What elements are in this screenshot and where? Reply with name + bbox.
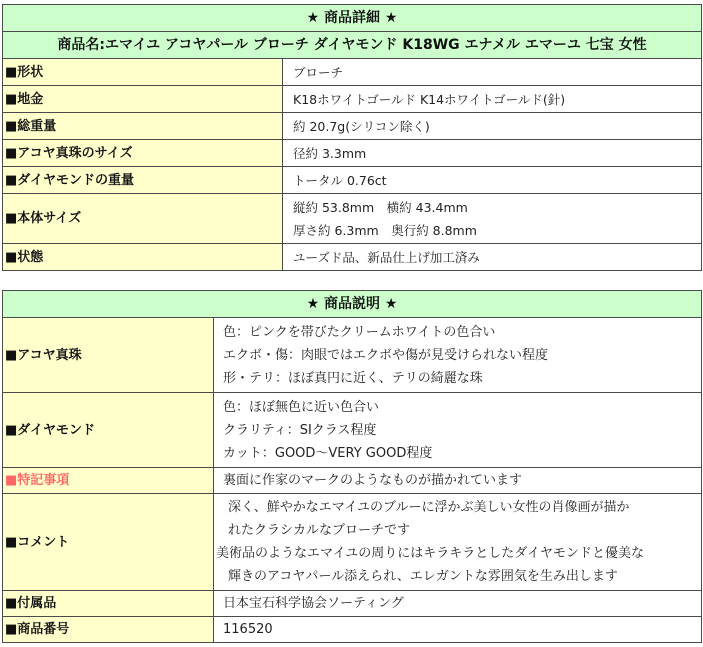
- comment-line: 輝きのアコヤパール添えられ、エレガントな雰囲気を生み出します: [228, 569, 618, 584]
- accessories-label: ■付属品: [3, 591, 214, 617]
- pearl-line: 形・テリ：ほぼ真円に近く、テリの綺麗な珠: [223, 370, 483, 386]
- total-weight-value: 約 20.7g(シリコン除く): [283, 113, 702, 140]
- table-row: [3, 468, 702, 494]
- item-number-label: ■商品番号: [3, 617, 214, 643]
- diamond-label: ■ダイヤモンド: [3, 393, 214, 468]
- diamond-line: クラリティ：SIクラス程度: [223, 422, 377, 438]
- metal-label: ■地金: [3, 86, 283, 113]
- diamond-line: カット：GOOD〜VERY GOOD程度: [223, 445, 433, 461]
- table-row: [3, 318, 702, 393]
- condition-value: ユーズド品、新品仕上げ加工済み: [283, 244, 702, 271]
- item-number-value: 116520: [214, 617, 702, 643]
- accessories-value: 日本宝石科学協会ソーティング: [214, 591, 702, 617]
- description-header: ★ 商品説明 ★: [3, 291, 702, 318]
- condition-label: ■状態: [3, 244, 283, 271]
- special-notes-value: 裏面に作家のマークのようなものが描かれています: [214, 468, 702, 494]
- diamond-value: [214, 393, 702, 468]
- comment-line: れたクラシカルなブローチです: [228, 523, 411, 538]
- metal-value: K18ホワイトゴールド K14ホワイトゴールド(針): [283, 86, 702, 113]
- total-weight-label: ■総重量: [3, 113, 283, 140]
- diamond-line: 色：ほぼ無色に近い色合い: [223, 399, 380, 415]
- diamond-weight-value: トータル 0.76ct: [283, 167, 702, 194]
- special-notes-label: ■特記事項: [3, 468, 214, 494]
- body-size-label: ■本体サイズ: [3, 194, 283, 244]
- pearl-line: 色：ピンクを帯びたクリームホワイトの色合い: [223, 324, 496, 340]
- table-row: [3, 194, 702, 244]
- pearl-line: エクボ・傷：肉眼ではエクボや傷が見受けられない程度: [223, 347, 549, 363]
- table-row: [3, 244, 702, 271]
- comment-line: 美術品のようなエマイユの周りにはキラキラとしたダイヤモンドと優美な: [216, 546, 644, 561]
- pearl-value: [214, 318, 702, 393]
- comment-value: [214, 494, 702, 591]
- pearl-label: ■アコヤ真珠: [3, 318, 214, 393]
- pearl-size-label: ■アコヤ真珠のサイズ: [3, 140, 283, 167]
- table-row: [3, 59, 702, 86]
- product-details-table: [2, 4, 702, 271]
- details-header: ★ 商品詳細 ★: [3, 5, 702, 32]
- pearl-size-value: 径約 3.3mm: [283, 140, 702, 167]
- table-row: [3, 494, 702, 591]
- comment-label: ■コメント: [3, 494, 214, 591]
- diamond-weight-label: ■ダイヤモンドの重量: [3, 167, 283, 194]
- table-row: [3, 591, 702, 617]
- comment-line: 深く、鮮やかなエマイユのブルーに浮かぶ美しい女性の肖像画が描か: [228, 500, 630, 515]
- table-row: [3, 393, 702, 468]
- body-size-line: 厚さ約 6.3mm 奥行約 8.8mm: [293, 222, 477, 238]
- product-description-table: [2, 290, 702, 643]
- table-row: [3, 617, 702, 643]
- body-size-value: [283, 194, 702, 244]
- table-row: [3, 86, 702, 113]
- table-row: [3, 140, 702, 167]
- product-name: 商品名:エマイユ アコヤパール ブローチ ダイヤモンド K18WG エナメル エマーユ 七宝 女性: [3, 32, 702, 59]
- table-row: [3, 167, 702, 194]
- shape-label: ■形状: [3, 59, 283, 86]
- body-size-line: 縦約 53.8mm 横約 43.4mm: [293, 199, 468, 215]
- shape-value: ブローチ: [283, 59, 702, 86]
- table-row: [3, 113, 702, 140]
